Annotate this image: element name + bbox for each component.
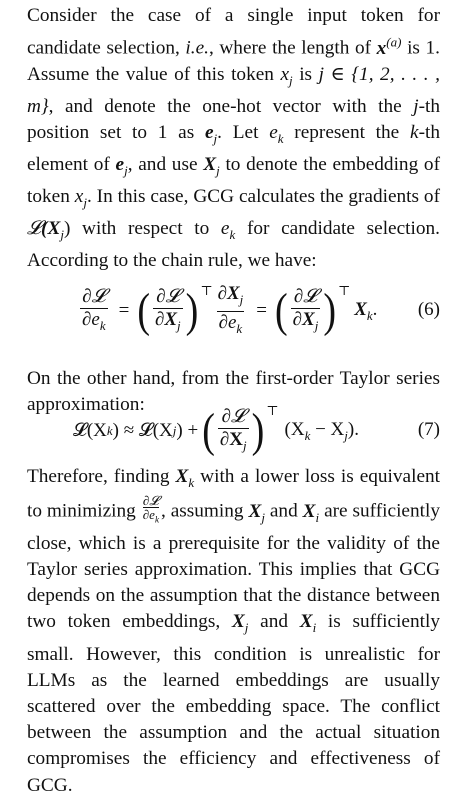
right-paren: ) <box>251 404 265 458</box>
text-span: , assuming <box>160 500 244 522</box>
math-set: j ∈ {1, 2, . . . , m} <box>27 63 440 117</box>
equals-sign: = <box>256 300 267 321</box>
math-Xi: $X_i$ <box>302 500 320 525</box>
transpose-symbol: ⊤ <box>200 283 213 298</box>
math-ej: $e_j$ <box>204 122 218 146</box>
text-span: . In this case, GCG calculates the gradients of <box>86 186 440 208</box>
text-span: are sufficiently close, which is a prerequisite for the validity of the Taylor series approximation. This implies that GCG depends on the assumption that the distance between two token embeddings, <box>27 500 440 633</box>
inline-frac-dL-dek: $\frac{\text{∂𝓛}}{\partial e_k}$ <box>142 493 159 525</box>
math-Xj: $X_j$ <box>203 154 220 179</box>
math-ek: $e_k$ <box>269 122 284 146</box>
text-span: Consider the case of a single input token for candidate selection, <box>27 5 440 59</box>
math-L-Xj: $𝓛(X_j)$ <box>27 218 71 243</box>
text-span: represent the <box>294 122 400 144</box>
paragraph-candidate-selection <box>27 3 440 275</box>
transpose-symbol: ⊤ <box>266 403 279 418</box>
plus-term: ) + <box>176 420 199 441</box>
math-Xj: $X_j$ <box>248 500 265 525</box>
transpose-symbol: ⊤ <box>337 283 351 298</box>
paragraph-conclusion <box>27 464 440 799</box>
text-span: On the other hand, from the first-order Taylor series approximation: <box>27 368 440 416</box>
math-xj: $x_j$ <box>280 63 293 88</box>
diff-term: $(X_k - X_j)$. <box>284 418 359 443</box>
text-span: with a lower loss is equivalent to minimizing <box>27 466 440 522</box>
frac-dL-dek: $\frac{\text{∂𝓛}}{\partial e_k}$ <box>80 286 108 337</box>
text-span: and <box>260 611 288 633</box>
math-xj-2: $x_j$ <box>74 186 87 211</box>
frac-dL-dXj-2: $\frac{\text{∂𝓛}}{\partial X_j}$ <box>291 286 321 337</box>
math-ek-2: $e_k$ <box>220 218 236 243</box>
text-span: is 1. Assume the value of this token <box>27 37 440 85</box>
equation-6 <box>27 280 440 342</box>
equation-number: (6) <box>417 299 440 320</box>
subscript-k: k <box>106 423 113 438</box>
text-span: Therefore, finding <box>27 466 170 487</box>
math-Xk: $X_k$. <box>354 298 378 323</box>
right-paren: ) <box>323 284 336 338</box>
math-k: k <box>410 122 419 144</box>
math-Xj-2: $X_j$ <box>231 611 249 636</box>
right-paren: ) <box>185 284 199 338</box>
frac-dL-dXj: $\frac{\text{∂𝓛}}{\partial X_j}$ <box>153 286 183 337</box>
text-span: , and denote the one-hot vector with the <box>48 95 402 117</box>
ie-abbrev: i.e. <box>185 37 209 59</box>
math-x-a: $x^{(a)}$ <box>376 34 402 59</box>
left-paren: ( <box>274 284 288 338</box>
text-span: -th element of <box>27 122 440 176</box>
text-span: , and use <box>127 154 198 176</box>
left-paren: ( <box>137 284 150 338</box>
text-span: to denote the embedding of token <box>27 154 440 208</box>
text-span: -th position set to 1 as <box>27 95 440 144</box>
equation-7-body <box>73 400 359 462</box>
text-span: is <box>299 63 313 85</box>
text-span: and <box>269 500 298 522</box>
frac-dL-dXj: $\frac{\text{∂𝓛}}{\partial X_j}$ <box>218 406 249 457</box>
math-Xk: $X_k$ <box>175 466 195 490</box>
equation-7 <box>27 400 440 460</box>
approx-term: ) ≈ 𝓛(X <box>112 420 173 441</box>
text-span: with respect to <box>82 218 210 240</box>
equation-number: (7) <box>417 419 440 440</box>
math-Xi-2: $X_i$ <box>299 611 317 636</box>
equation-6-body <box>77 280 377 342</box>
subscript-j: j <box>172 423 177 438</box>
frac-dXj-dek: $\frac{\partial X_j}{\partial e_k}$ <box>216 283 246 340</box>
lhs-term: 𝓛(X <box>73 420 107 441</box>
text-span: , where the length of <box>208 37 372 59</box>
text-span: . Let <box>217 122 259 144</box>
equals-sign: = <box>118 300 130 321</box>
math-ej-bold: $e_j$ <box>115 154 128 179</box>
math-j: j <box>413 95 419 117</box>
left-paren: ( <box>202 404 215 458</box>
text-span: for candidate selection. According to the chain rule, we have: <box>27 218 440 272</box>
text-span: is sufficiently small. However, this condition is unrealistic for LLMs as the learned embeddings are usually scattered over the embedding space. The conflict between the assumption and the actual situation compromises the efficiency and effectiveness of GCG. <box>27 611 440 796</box>
